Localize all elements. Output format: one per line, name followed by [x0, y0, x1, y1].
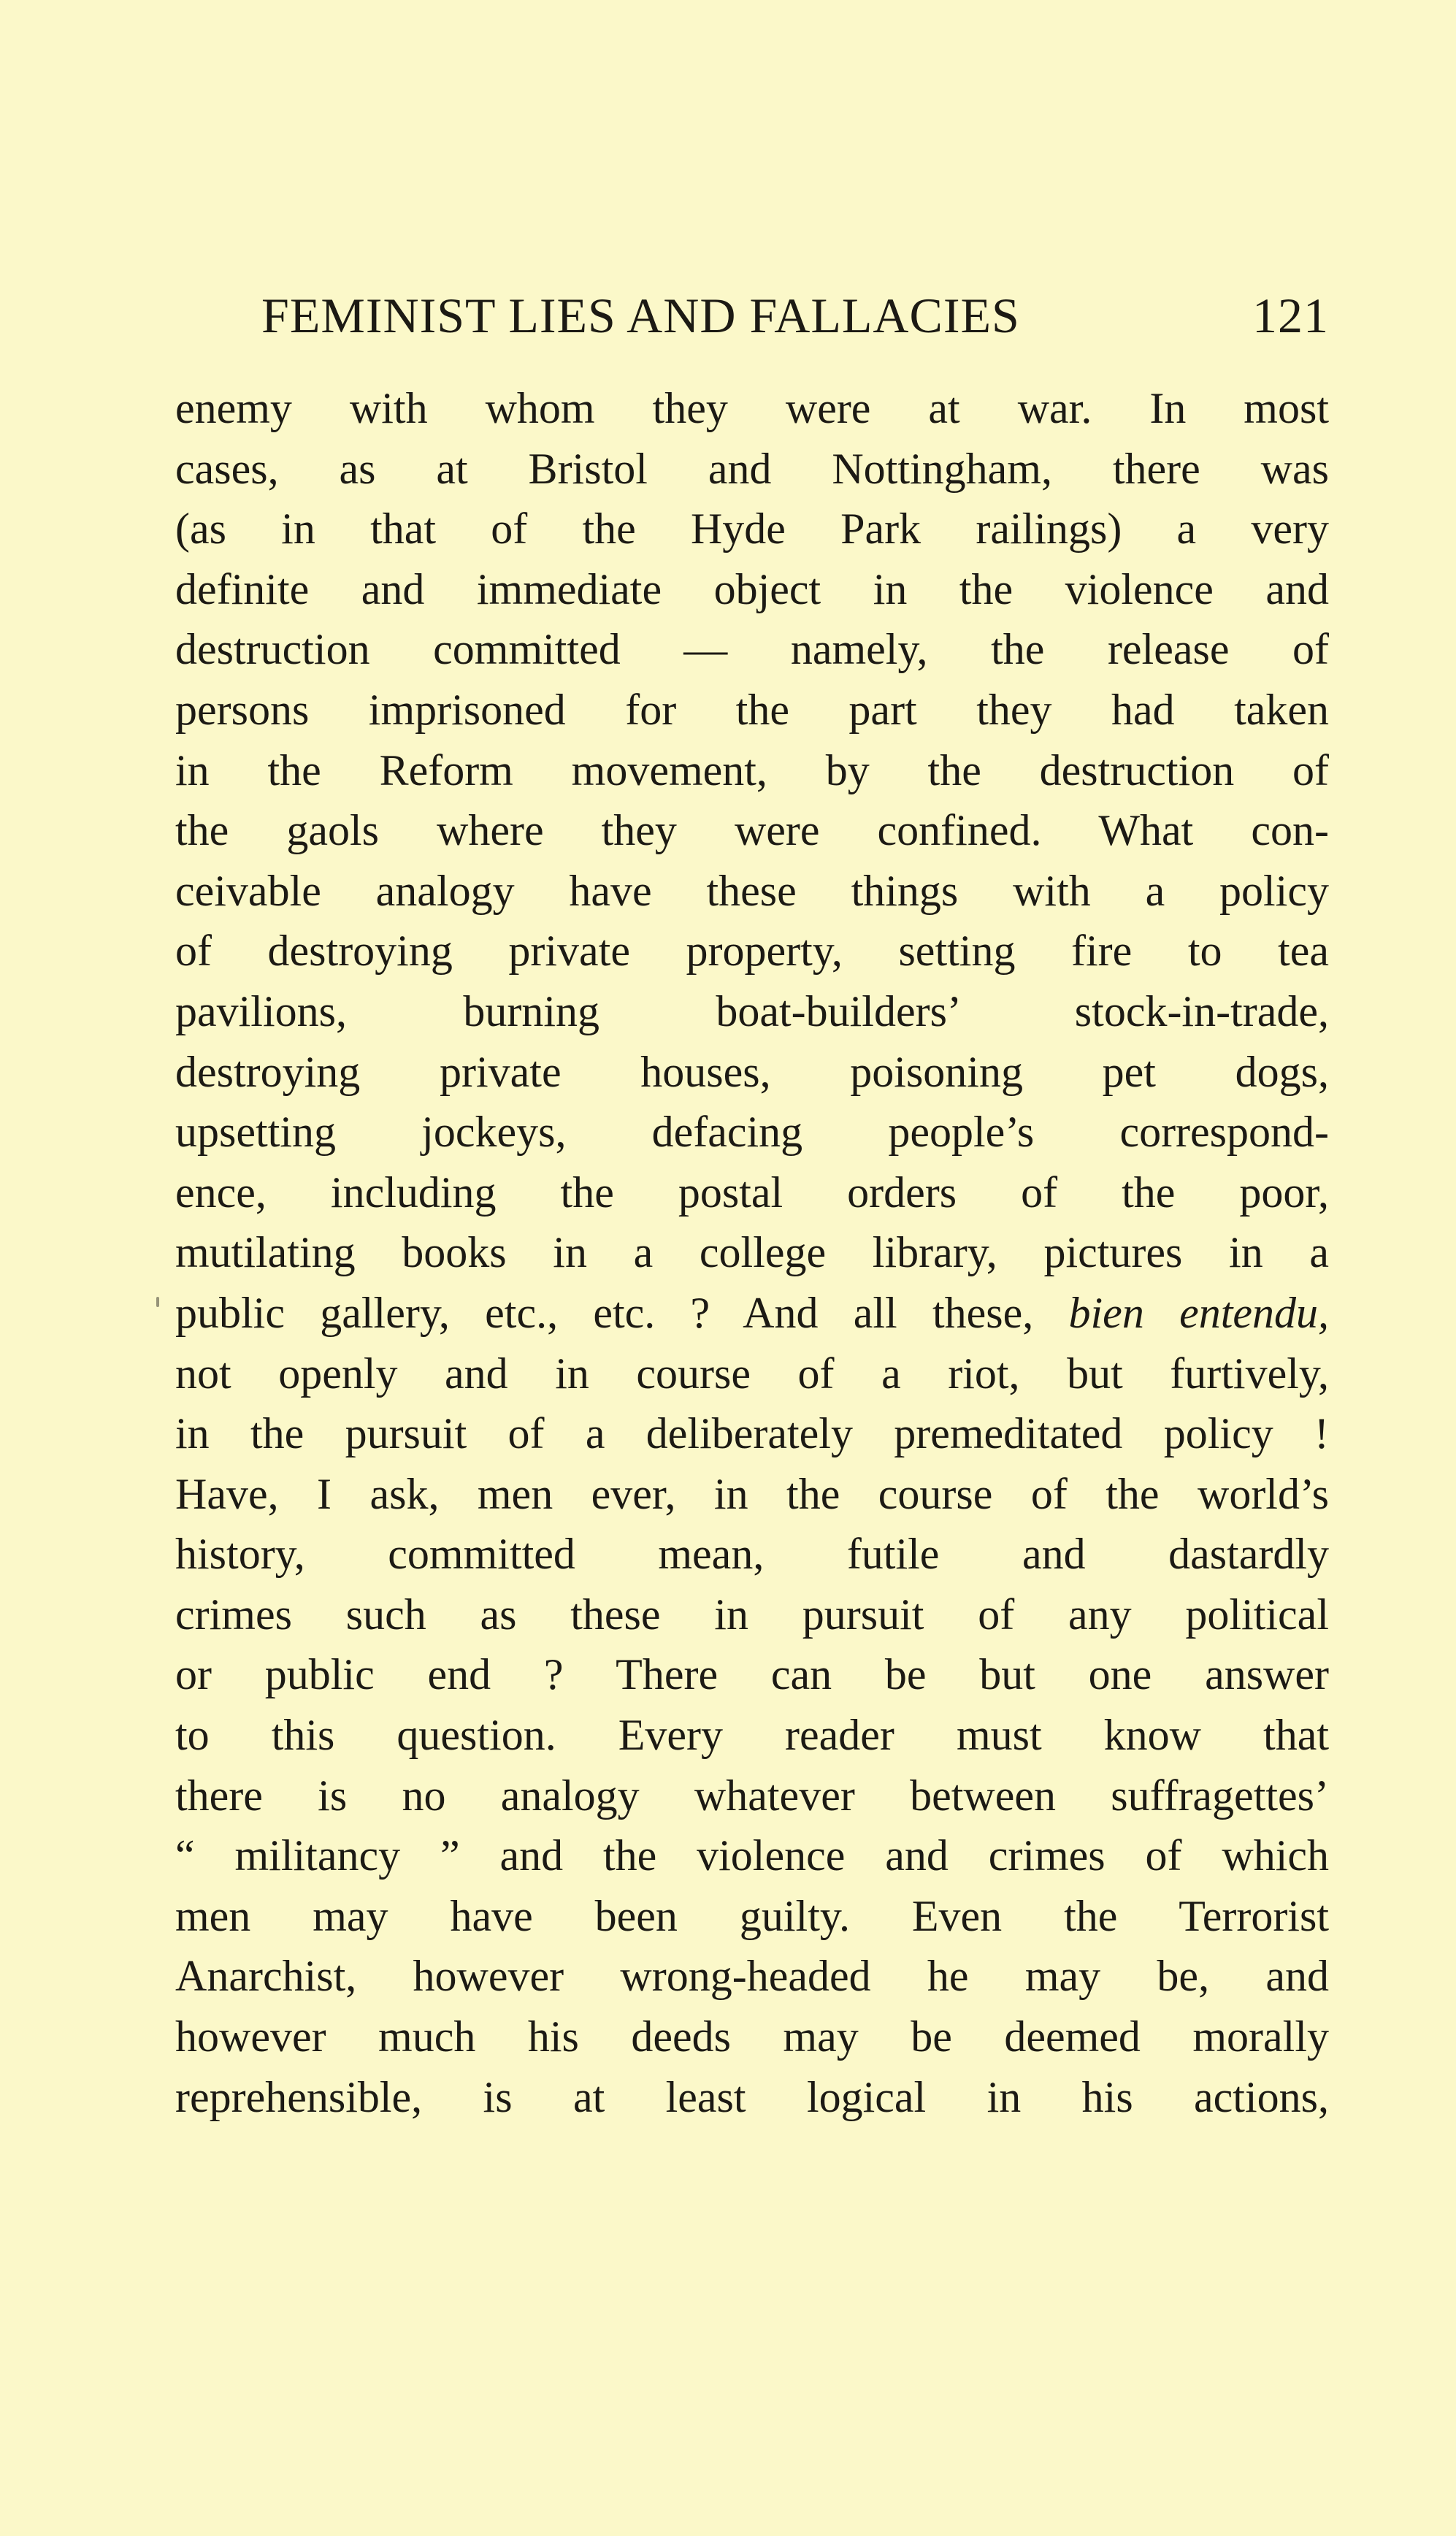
text-line: ence, including the postal orders of the poor, [175, 1168, 1329, 1217]
text-line: destruction committed — namely, the release of [175, 625, 1329, 674]
italic-phrase: bien entendu, [1068, 1288, 1330, 1337]
text-line: however much his deeds may be deemed morally [175, 2012, 1329, 2061]
text-line: persons imprisoned for the part they had taken [175, 685, 1329, 734]
text-line: in the Reform movement, by the destruction of [175, 746, 1329, 794]
text-line-start: public gallery, etc., etc. ? And all these, [175, 1288, 1034, 1337]
text-line-with-italic [175, 1283, 1329, 1344]
text-line: ceivable analogy have these things with a policy [175, 866, 1329, 915]
text-line: mutilating books in a college library, pictures in a [175, 1228, 1329, 1277]
text-line: not openly and in course of a riot, but furtively, [175, 1349, 1329, 1398]
text-line: “ militancy ” and the violence and crimes of which [175, 1831, 1329, 1880]
running-head-title: FEMINIST LIES AND FALLACIES [261, 288, 1020, 343]
body-text [175, 378, 1329, 2127]
text-line: in the pursuit of a deliberately premeditated policy ! [175, 1409, 1329, 1458]
text-line: enemy with whom they were at war. In most [175, 384, 1329, 432]
text-line: the gaols where they were confined. What con- [175, 806, 1329, 855]
text-line: destroying private houses, poisoning pet dogs, [175, 1047, 1329, 1096]
text-line: upsetting jockeys, defacing people’s correspond- [175, 1108, 1329, 1157]
text-line: Anarchist, however wrong-headed he may be, and [175, 1952, 1329, 2001]
text-line: Have, I ask, men ever, in the course of the world’s [175, 1469, 1329, 1518]
text-line: definite and immediate object in the violence and [175, 564, 1329, 613]
page-speck [156, 1297, 159, 1307]
text-line: reprehensible, is at least logical in his actions, [175, 2072, 1329, 2121]
text-line: to this question. Every reader must know that [175, 1711, 1329, 1760]
text-line: of destroying private property, setting fire to tea [175, 927, 1329, 976]
text-line: cases, as at Bristol and Nottingham, there was [175, 444, 1329, 493]
text-line: or public end ? There can be but one answer [175, 1650, 1329, 1699]
text-line: pavilions, burning boat-builders’ stock-in-trade, [175, 987, 1329, 1035]
text-line: history, committed mean, futile and dastardly [175, 1530, 1329, 1579]
page-number: 121 [1252, 288, 1329, 343]
text-line: (as in that of the Hyde Park railings) a very [175, 505, 1329, 553]
text-line: men may have been guilty. Even the Terrorist [175, 1891, 1329, 1940]
text-line: crimes such as these in pursuit of any political [175, 1590, 1329, 1639]
running-head [261, 286, 1329, 345]
text-line: there is no analogy whatever between suffragettes’ [175, 1771, 1329, 1820]
